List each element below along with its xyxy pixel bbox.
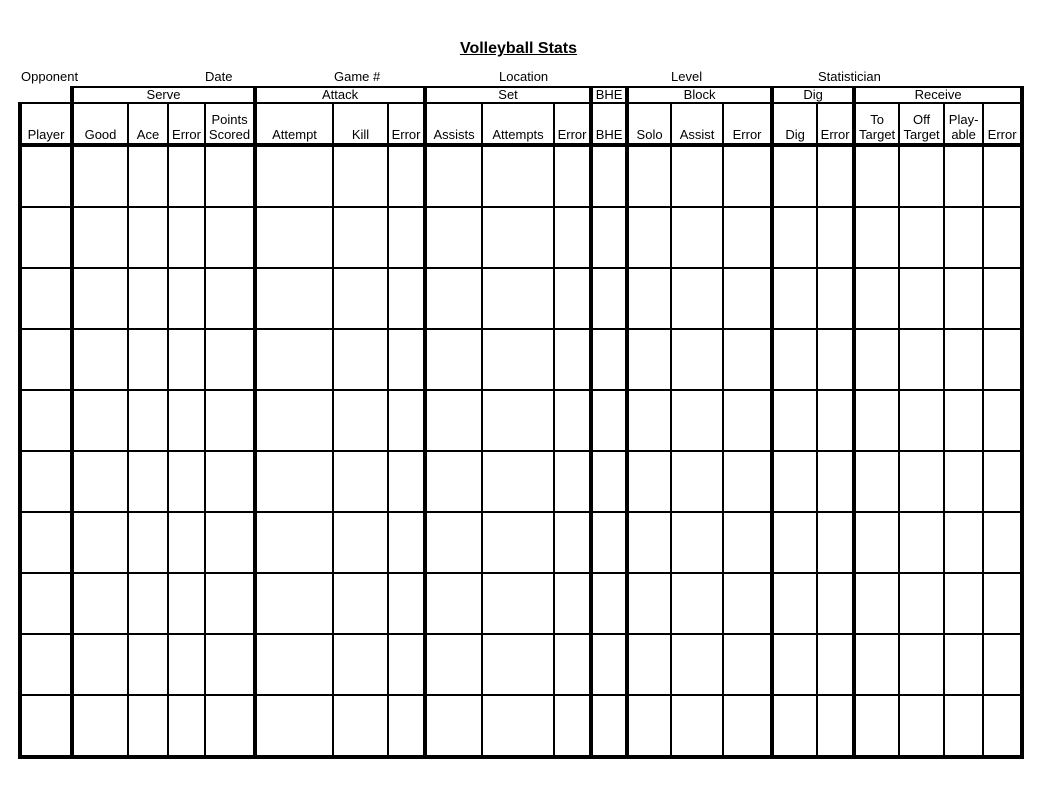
cell-block-error[interactable] (723, 268, 772, 329)
col-set-assists: Assists (425, 103, 482, 145)
col-block-error: Error (723, 103, 772, 145)
bhe-group-header: BHE (591, 87, 627, 103)
cell-attack-error[interactable] (388, 145, 425, 207)
cell-block-assist[interactable] (671, 573, 723, 634)
cell-block-solo[interactable] (627, 512, 671, 573)
cell-receive-error[interactable] (983, 573, 1022, 634)
cell-set-assists[interactable] (425, 268, 482, 329)
cell-block-error[interactable] (723, 512, 772, 573)
cell-set-error[interactable] (554, 451, 591, 512)
col-serve-points-scored: Points Scored (205, 103, 255, 145)
cell-receive-off-target[interactable] (899, 390, 944, 451)
cell-block-assist[interactable] (671, 390, 723, 451)
cell-attack-attempt[interactable] (255, 512, 333, 573)
cell-serve-points-scored[interactable] (205, 207, 255, 268)
cell-attack-kill[interactable] (333, 145, 388, 207)
cell-serve-good[interactable] (72, 512, 128, 573)
cell-set-attempts[interactable] (482, 207, 554, 268)
cell-receive-playable[interactable] (944, 207, 983, 268)
table-row (20, 145, 1022, 207)
cell-serve-error[interactable] (168, 390, 205, 451)
cell-receive-to-target[interactable] (854, 268, 899, 329)
col-attack-kill: Kill (333, 103, 388, 145)
cell-block-solo[interactable] (627, 451, 671, 512)
cell-attack-error[interactable] (388, 573, 425, 634)
cell-dig-error[interactable] (817, 695, 854, 757)
cell-serve-ace[interactable] (128, 512, 168, 573)
cell-bhe[interactable] (591, 512, 627, 573)
cell-serve-good[interactable] (72, 695, 128, 757)
cell-attack-error[interactable] (388, 207, 425, 268)
cell-block-assist[interactable] (671, 207, 723, 268)
cell-block-assist[interactable] (671, 634, 723, 695)
col-serve-ace: Ace (128, 103, 168, 145)
cell-receive-playable[interactable] (944, 268, 983, 329)
cell-serve-good[interactable] (72, 329, 128, 390)
cell-receive-playable[interactable] (944, 634, 983, 695)
receive-group-header: Receive (854, 87, 1022, 103)
cell-attack-error[interactable] (388, 390, 425, 451)
cell-receive-error[interactable] (983, 634, 1022, 695)
cell-attack-kill[interactable] (333, 512, 388, 573)
cell-serve-points-scored[interactable] (205, 329, 255, 390)
cell-attack-error[interactable] (388, 512, 425, 573)
cell-block-error[interactable] (723, 329, 772, 390)
cell-set-assists[interactable] (425, 695, 482, 757)
group-header-row (20, 87, 1022, 103)
cell-receive-error[interactable] (983, 695, 1022, 757)
cell-dig-error[interactable] (817, 207, 854, 268)
cell-set-attempts[interactable] (482, 573, 554, 634)
cell-bhe[interactable] (591, 145, 627, 207)
cell-receive-error[interactable] (983, 451, 1022, 512)
cell-set-error[interactable] (554, 268, 591, 329)
cell-player[interactable] (20, 451, 72, 512)
cell-serve-good[interactable] (72, 573, 128, 634)
cell-attack-kill[interactable] (333, 268, 388, 329)
cell-receive-playable[interactable] (944, 145, 983, 207)
cell-set-assists[interactable] (425, 207, 482, 268)
cell-serve-error[interactable] (168, 207, 205, 268)
cell-receive-off-target[interactable] (899, 207, 944, 268)
opponent-label: Opponent (21, 69, 79, 84)
cell-set-attempts[interactable] (482, 329, 554, 390)
cell-block-error[interactable] (723, 145, 772, 207)
cell-set-error[interactable] (554, 634, 591, 695)
cell-receive-to-target[interactable] (854, 207, 899, 268)
cell-attack-kill[interactable] (333, 634, 388, 695)
cell-serve-points-scored[interactable] (205, 451, 255, 512)
cell-receive-playable[interactable] (944, 390, 983, 451)
cell-dig-dig[interactable] (772, 695, 817, 757)
cell-dig-error[interactable] (817, 145, 854, 207)
cell-attack-error[interactable] (388, 268, 425, 329)
cell-dig-error[interactable] (817, 512, 854, 573)
cell-block-error[interactable] (723, 451, 772, 512)
cell-serve-error[interactable] (168, 573, 205, 634)
cell-player[interactable] (20, 145, 72, 207)
player-group-blank (20, 87, 72, 103)
cell-block-assist[interactable] (671, 268, 723, 329)
cell-dig-dig[interactable] (772, 512, 817, 573)
cell-receive-error[interactable] (983, 207, 1022, 268)
cell-receive-off-target[interactable] (899, 451, 944, 512)
cell-attack-error[interactable] (388, 329, 425, 390)
col-attack-attempt: Attempt (255, 103, 333, 145)
cell-receive-playable[interactable] (944, 512, 983, 573)
cell-set-assists[interactable] (425, 329, 482, 390)
cell-block-solo[interactable] (627, 634, 671, 695)
cell-serve-good[interactable] (72, 268, 128, 329)
cell-receive-off-target[interactable] (899, 634, 944, 695)
cell-block-solo[interactable] (627, 207, 671, 268)
cell-receive-playable[interactable] (944, 451, 983, 512)
table-row (20, 390, 1022, 451)
cell-bhe[interactable] (591, 451, 627, 512)
cell-serve-error[interactable] (168, 268, 205, 329)
cell-receive-to-target[interactable] (854, 634, 899, 695)
cell-attack-attempt[interactable] (255, 207, 333, 268)
cell-receive-off-target[interactable] (899, 329, 944, 390)
table-row (20, 451, 1022, 512)
cell-player[interactable] (20, 329, 72, 390)
cell-bhe[interactable] (591, 207, 627, 268)
table-row (20, 695, 1022, 757)
col-serve-good: Good (72, 103, 128, 145)
cell-set-error[interactable] (554, 145, 591, 207)
cell-serve-error[interactable] (168, 145, 205, 207)
col-receive-error: Error (983, 103, 1022, 145)
cell-attack-kill[interactable] (333, 695, 388, 757)
cell-player[interactable] (20, 390, 72, 451)
cell-block-error[interactable] (723, 695, 772, 757)
cell-set-error[interactable] (554, 512, 591, 573)
cell-set-assists[interactable] (425, 634, 482, 695)
cell-attack-attempt[interactable] (255, 268, 333, 329)
block-group-header: Block (627, 87, 772, 103)
cell-set-attempts[interactable] (482, 145, 554, 207)
cell-block-solo[interactable] (627, 329, 671, 390)
cell-serve-ace[interactable] (128, 634, 168, 695)
set-group-header: Set (425, 87, 591, 103)
date-label: Date (205, 69, 233, 84)
cell-block-error[interactable] (723, 390, 772, 451)
col-dig-dig: Dig (772, 103, 817, 145)
col-player: Player (20, 103, 72, 145)
cell-receive-to-target[interactable] (854, 145, 899, 207)
cell-dig-dig[interactable] (772, 268, 817, 329)
cell-serve-ace[interactable] (128, 145, 168, 207)
cell-block-error[interactable] (723, 573, 772, 634)
cell-bhe[interactable] (591, 268, 627, 329)
cell-block-assist[interactable] (671, 451, 723, 512)
cell-dig-dig[interactable] (772, 390, 817, 451)
cell-serve-good[interactable] (72, 207, 128, 268)
cell-receive-playable[interactable] (944, 329, 983, 390)
cell-block-solo[interactable] (627, 145, 671, 207)
cell-serve-error[interactable] (168, 512, 205, 573)
cell-serve-points-scored[interactable] (205, 512, 255, 573)
cell-dig-dig[interactable] (772, 329, 817, 390)
cell-receive-error[interactable] (983, 512, 1022, 573)
game-number-label: Game # (334, 69, 381, 84)
cell-attack-kill[interactable] (333, 329, 388, 390)
cell-attack-error[interactable] (388, 451, 425, 512)
cell-receive-error[interactable] (983, 268, 1022, 329)
cell-serve-error[interactable] (168, 634, 205, 695)
cell-set-attempts[interactable] (482, 390, 554, 451)
cell-serve-points-scored[interactable] (205, 634, 255, 695)
cell-set-assists[interactable] (425, 145, 482, 207)
cell-serve-ace[interactable] (128, 207, 168, 268)
cell-receive-error[interactable] (983, 145, 1022, 207)
cell-set-attempts[interactable] (482, 695, 554, 757)
cell-bhe[interactable] (591, 390, 627, 451)
col-receive-to-target: To Target (854, 103, 899, 145)
col-set-error: Error (554, 103, 591, 145)
cell-serve-ace[interactable] (128, 268, 168, 329)
cell-set-attempts[interactable] (482, 512, 554, 573)
cell-player[interactable] (20, 573, 72, 634)
cell-block-solo[interactable] (627, 390, 671, 451)
cell-dig-error[interactable] (817, 634, 854, 695)
cell-attack-attempt[interactable] (255, 390, 333, 451)
cell-receive-to-target[interactable] (854, 695, 899, 757)
serve-group-header: Serve (72, 87, 255, 103)
cell-serve-points-scored[interactable] (205, 145, 255, 207)
col-dig-error: Error (817, 103, 854, 145)
cell-player[interactable] (20, 512, 72, 573)
cell-block-error[interactable] (723, 207, 772, 268)
cell-receive-playable[interactable] (944, 695, 983, 757)
cell-set-attempts[interactable] (482, 451, 554, 512)
cell-set-error[interactable] (554, 329, 591, 390)
cell-block-solo[interactable] (627, 695, 671, 757)
col-block-solo: Solo (627, 103, 671, 145)
cell-attack-kill[interactable] (333, 573, 388, 634)
cell-set-error[interactable] (554, 695, 591, 757)
cell-serve-points-scored[interactable] (205, 268, 255, 329)
cell-serve-error[interactable] (168, 695, 205, 757)
cell-serve-error[interactable] (168, 451, 205, 512)
cell-serve-error[interactable] (168, 329, 205, 390)
cell-block-assist[interactable] (671, 329, 723, 390)
cell-receive-off-target[interactable] (899, 145, 944, 207)
col-set-attempts: Attempts (482, 103, 554, 145)
col-receive-off-target: Off Target (899, 103, 944, 145)
table-row (20, 268, 1022, 329)
cell-dig-dig[interactable] (772, 573, 817, 634)
cell-block-assist[interactable] (671, 512, 723, 573)
cell-dig-dig[interactable] (772, 634, 817, 695)
cell-player[interactable] (20, 695, 72, 757)
cell-dig-error[interactable] (817, 390, 854, 451)
col-bhe: BHE (591, 103, 627, 145)
cell-receive-to-target[interactable] (854, 451, 899, 512)
cell-receive-to-target[interactable] (854, 329, 899, 390)
cell-set-assists[interactable] (425, 390, 482, 451)
cell-receive-off-target[interactable] (899, 268, 944, 329)
cell-attack-attempt[interactable] (255, 451, 333, 512)
cell-block-assist[interactable] (671, 145, 723, 207)
location-label: Location (499, 69, 549, 84)
cell-receive-off-target[interactable] (899, 695, 944, 757)
cell-serve-ace[interactable] (128, 451, 168, 512)
cell-set-attempts[interactable] (482, 268, 554, 329)
cell-serve-points-scored[interactable] (205, 573, 255, 634)
cell-dig-dig[interactable] (772, 145, 817, 207)
cell-set-assists[interactable] (425, 451, 482, 512)
cell-dig-error[interactable] (817, 268, 854, 329)
cell-dig-dig[interactable] (772, 451, 817, 512)
cell-attack-kill[interactable] (333, 207, 388, 268)
cell-receive-to-target[interactable] (854, 390, 899, 451)
table-row (20, 512, 1022, 573)
cell-set-assists[interactable] (425, 512, 482, 573)
cell-set-error[interactable] (554, 207, 591, 268)
cell-bhe[interactable] (591, 329, 627, 390)
cell-receive-off-target[interactable] (899, 573, 944, 634)
table-row (20, 207, 1022, 268)
cell-set-error[interactable] (554, 573, 591, 634)
cell-receive-error[interactable] (983, 329, 1022, 390)
cell-serve-good[interactable] (72, 145, 128, 207)
cell-serve-good[interactable] (72, 390, 128, 451)
cell-serve-points-scored[interactable] (205, 390, 255, 451)
cell-set-error[interactable] (554, 390, 591, 451)
cell-attack-kill[interactable] (333, 390, 388, 451)
cell-set-assists[interactable] (425, 573, 482, 634)
cell-dig-error[interactable] (817, 451, 854, 512)
cell-receive-to-target[interactable] (854, 512, 899, 573)
col-serve-error: Error (168, 103, 205, 145)
cell-set-attempts[interactable] (482, 634, 554, 695)
cell-receive-error[interactable] (983, 390, 1022, 451)
cell-serve-ace[interactable] (128, 390, 168, 451)
cell-player[interactable] (20, 268, 72, 329)
cell-serve-ace[interactable] (128, 573, 168, 634)
col-attack-error: Error (388, 103, 425, 145)
cell-dig-dig[interactable] (772, 207, 817, 268)
cell-serve-ace[interactable] (128, 329, 168, 390)
cell-serve-points-scored[interactable] (205, 695, 255, 757)
cell-bhe[interactable] (591, 695, 627, 757)
table-row (20, 634, 1022, 695)
cell-attack-attempt[interactable] (255, 329, 333, 390)
page-title: Volleyball Stats (459, 40, 578, 57)
cell-attack-error[interactable] (388, 695, 425, 757)
cell-receive-playable[interactable] (944, 573, 983, 634)
attack-group-header: Attack (255, 87, 425, 103)
cell-serve-ace[interactable] (128, 695, 168, 757)
level-label: Level (671, 69, 703, 84)
cell-attack-attempt[interactable] (255, 145, 333, 207)
cell-receive-to-target[interactable] (854, 573, 899, 634)
cell-attack-error[interactable] (388, 634, 425, 695)
column-header-row (20, 103, 1022, 145)
cell-block-solo[interactable] (627, 268, 671, 329)
cell-dig-error[interactable] (817, 573, 854, 634)
cell-player[interactable] (20, 207, 72, 268)
col-receive-playable: Play- able (944, 103, 983, 145)
cell-attack-attempt[interactable] (255, 573, 333, 634)
statistician-label: Statistician (818, 69, 881, 84)
cell-block-assist[interactable] (671, 695, 723, 757)
cell-dig-error[interactable] (817, 329, 854, 390)
cell-block-error[interactable] (723, 634, 772, 695)
cell-block-solo[interactable] (627, 573, 671, 634)
cell-serve-good[interactable] (72, 634, 128, 695)
cell-player[interactable] (20, 634, 72, 695)
table-row (20, 329, 1022, 390)
col-block-assist: Assist (671, 103, 723, 145)
cell-receive-off-target[interactable] (899, 512, 944, 573)
cell-bhe[interactable] (591, 634, 627, 695)
stats-table (18, 86, 1024, 759)
cell-attack-kill[interactable] (333, 451, 388, 512)
table-row (20, 573, 1022, 634)
cell-attack-attempt[interactable] (255, 695, 333, 757)
dig-group-header: Dig (772, 87, 854, 103)
cell-attack-attempt[interactable] (255, 634, 333, 695)
cell-bhe[interactable] (591, 573, 627, 634)
cell-serve-good[interactable] (72, 451, 128, 512)
